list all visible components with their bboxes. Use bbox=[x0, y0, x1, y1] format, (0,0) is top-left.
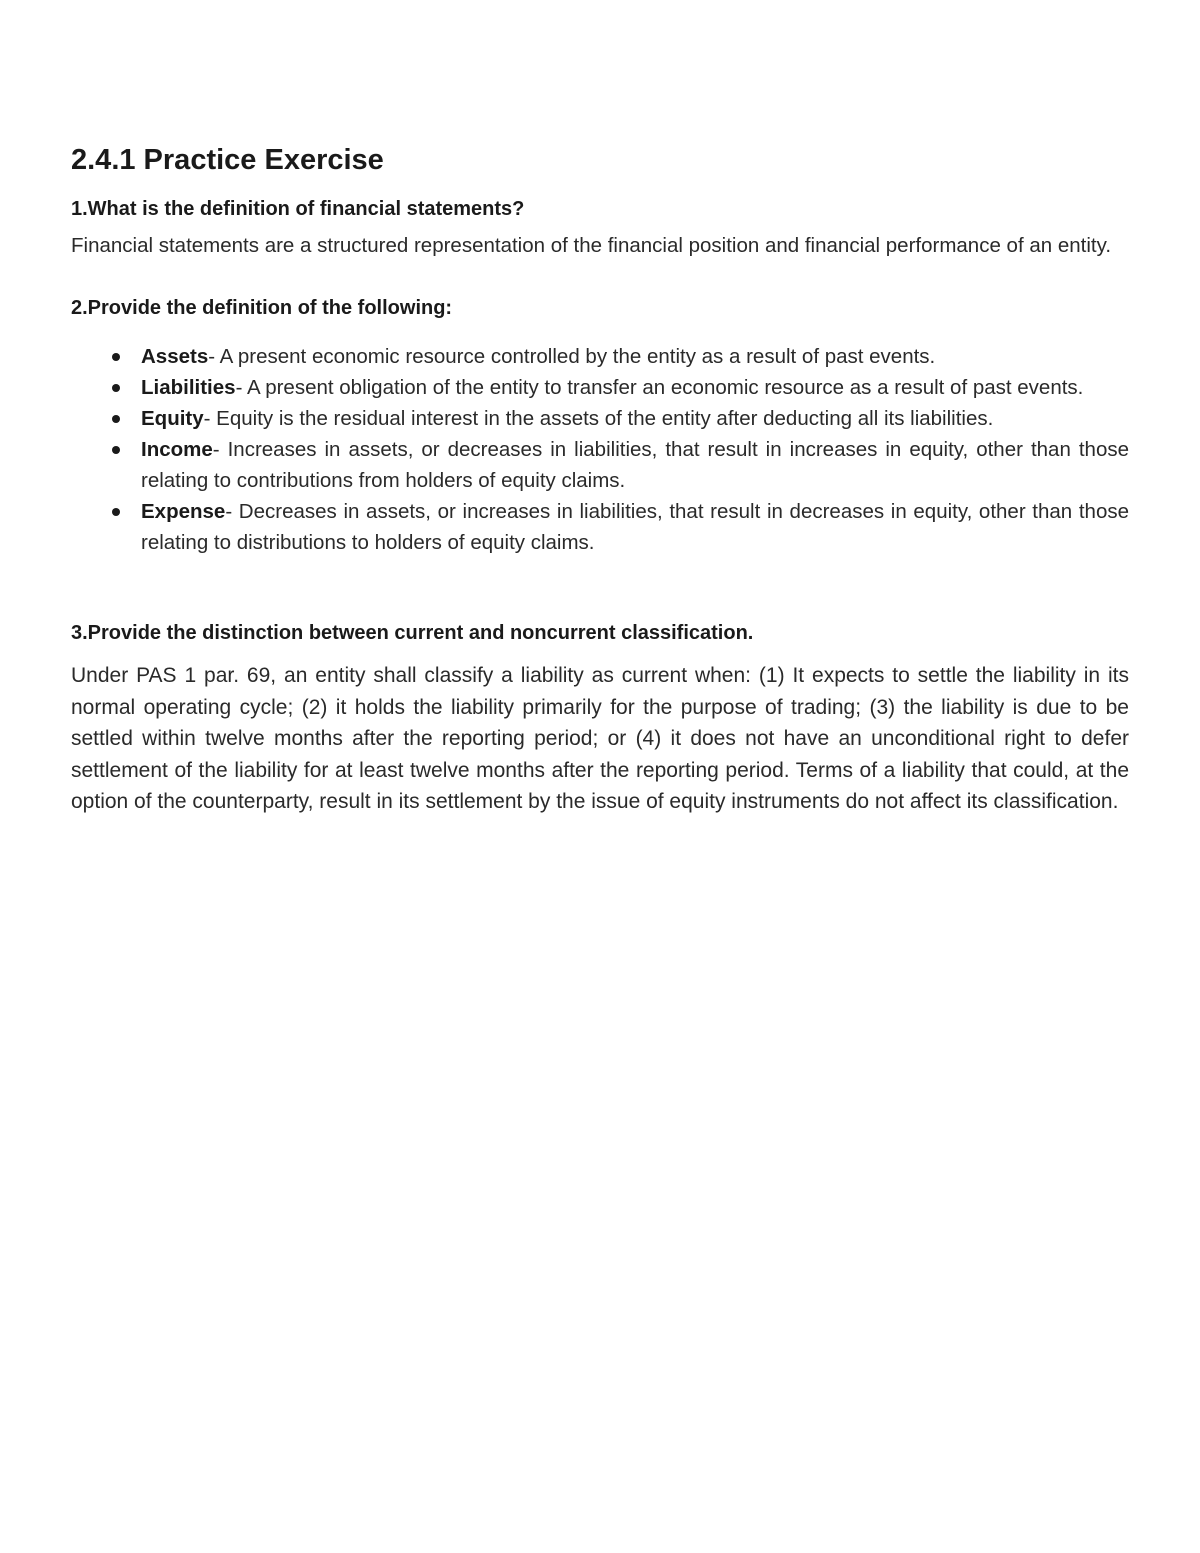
question-3: 3.Provide the distinction between current and noncurrent classification. bbox=[71, 622, 754, 644]
question-1: 1.What is the definition of financial statements? bbox=[71, 198, 525, 220]
list-item bbox=[71, 403, 1129, 434]
term-expense: Expense bbox=[141, 500, 226, 523]
answer-1: Financial statements are a structured representation of the financial position and financial performance of an entity. bbox=[71, 234, 1112, 257]
definition-income: - Increases in assets, or decreases in liabilities, that result in increases in equity, other than those relating to contributions from holders of equity claims. bbox=[141, 438, 1129, 492]
bullet-icon bbox=[112, 446, 120, 454]
term-equity: Equity bbox=[141, 407, 204, 430]
definition-expense: - Decreases in assets, or increases in liabilities, that result in decreases in equity, other than those relating to distributions to holders of equity claims. bbox=[141, 500, 1129, 554]
list-item bbox=[71, 496, 1129, 558]
bullet-icon bbox=[112, 508, 120, 516]
definition-list bbox=[71, 341, 1129, 558]
bullet-icon bbox=[112, 415, 120, 423]
term-income: Income bbox=[141, 438, 213, 461]
bullet-icon bbox=[112, 353, 120, 361]
list-item bbox=[71, 372, 1129, 403]
question-2: 2.Provide the definition of the following: bbox=[71, 297, 453, 319]
list-item bbox=[71, 434, 1129, 496]
list-item bbox=[71, 341, 1129, 372]
term-liabilities: Liabilities bbox=[141, 376, 236, 399]
bullet-icon bbox=[112, 384, 120, 392]
page-title: 2.4.1 Practice Exercise bbox=[71, 144, 384, 176]
definition-equity: - Equity is the residual interest in the assets of the entity after deducting all its liabilities. bbox=[203, 407, 994, 430]
definition-assets: - A present economic resource controlled by the entity as a result of past events. bbox=[208, 345, 936, 368]
definition-liabilities: - A present obligation of the entity to transfer an economic resource as a result of past events. bbox=[235, 376, 1084, 399]
document-page bbox=[71, 140, 1129, 818]
term-assets: Assets bbox=[141, 345, 209, 368]
answer-3: Under PAS 1 par. 69, an entity shall classify a liability as current when: (1) It expects to settle the liability in its normal operating cycle; (2) it holds the liability primarily for the purpose of trading; (3) the liability is due to be settled within twelve months after the reporting period; or (4) it does not have an unconditional right to defer settlement of the liability for at least twelve months after the reporting period. Terms of a liability that could, at the option of the counterparty, result in its settlement by the issue of equity instruments do not affect its classification. bbox=[71, 664, 1129, 813]
